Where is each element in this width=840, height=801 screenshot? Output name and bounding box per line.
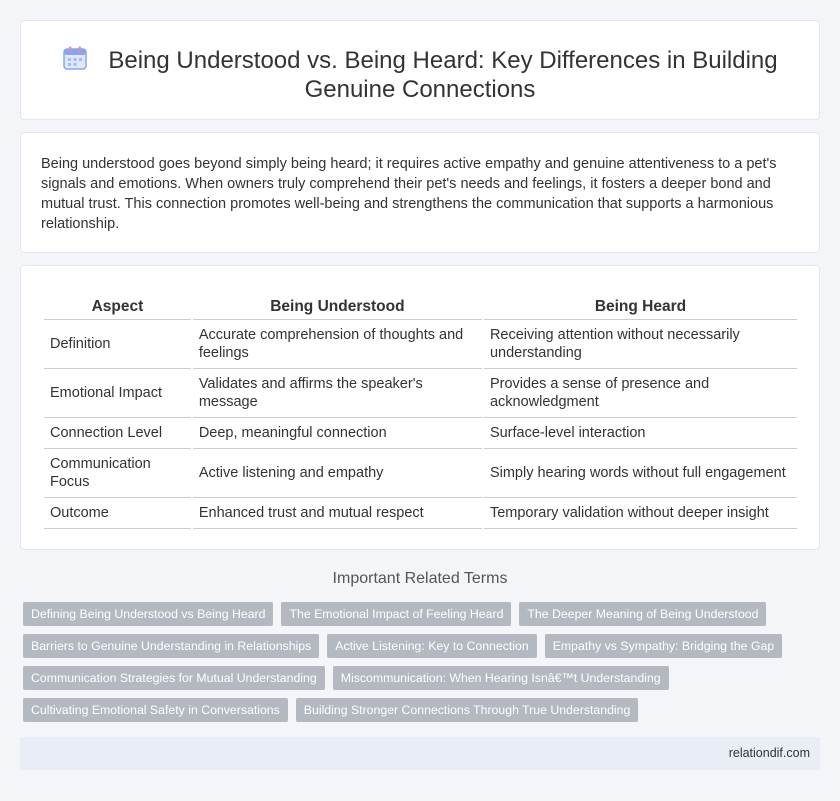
table-cell: Outcome [44, 498, 191, 529]
related-terms-title: Important Related Terms [332, 570, 508, 587]
site-name[interactable]: relationdif.com [728, 746, 810, 760]
table-row [44, 418, 797, 449]
related-term-tag[interactable]: The Emotional Impact of Feeling Heard [281, 602, 511, 626]
table-cell: Receiving attention without necessarily understanding [484, 320, 797, 369]
footer [20, 737, 820, 770]
table-header-row [44, 294, 797, 320]
table-cell: Provides a sense of presence and acknowledgment [484, 369, 797, 418]
related-term-tag[interactable]: Defining Being Understood vs Being Heard [23, 602, 273, 626]
column-header-aspect: Aspect [44, 294, 191, 320]
table-row [44, 449, 797, 498]
related-term-tag[interactable]: Building Stronger Connections Through True Understanding [296, 698, 639, 722]
table-cell: Deep, meaningful connection [193, 418, 482, 449]
table-cell: Validates and affirms the speaker's message [193, 369, 482, 418]
table-cell: Definition [44, 320, 191, 369]
calendar-icon [62, 45, 88, 71]
related-term-tag[interactable]: Miscommunication: When Hearing Isnâ€™t Understanding [333, 666, 669, 690]
related-terms-list [23, 602, 803, 730]
page-title-text: Being Understood vs. Being Heard: Key Differences in Building Genuine Connections [108, 47, 778, 103]
page-title [21, 45, 819, 104]
comparison-card [20, 265, 820, 550]
table-row [44, 369, 797, 418]
table-cell: Connection Level [44, 418, 191, 449]
intro-card [20, 132, 820, 253]
related-term-tag[interactable]: Barriers to Genuine Understanding in Relationships [23, 634, 319, 658]
table-row [44, 320, 797, 369]
related-term-tag[interactable]: Cultivating Emotional Safety in Conversations [23, 698, 288, 722]
table-cell: Simply hearing words without full engagement [484, 449, 797, 498]
related-term-tag[interactable]: Communication Strategies for Mutual Understanding [23, 666, 325, 690]
related-term-tag[interactable]: The Deeper Meaning of Being Understood [519, 602, 766, 626]
related-term-tag[interactable]: Active Listening: Key to Connection [327, 634, 536, 658]
table-cell: Emotional Impact [44, 369, 191, 418]
table-cell: Enhanced trust and mutual respect [193, 498, 482, 529]
table-cell: Accurate comprehension of thoughts and feelings [193, 320, 482, 369]
column-header-heard: Being Heard [484, 294, 797, 320]
table-cell: Active listening and empathy [193, 449, 482, 498]
table-cell: Communication Focus [44, 449, 191, 498]
table-row [44, 498, 797, 529]
comparison-table [42, 294, 799, 529]
table-cell: Temporary validation without deeper insight [484, 498, 797, 529]
related-term-tag[interactable]: Empathy vs Sympathy: Bridging the Gap [545, 634, 782, 658]
header-card [20, 20, 820, 120]
table-cell: Surface-level interaction [484, 418, 797, 449]
intro-paragraph: Being understood goes beyond simply being heard; it requires active empathy and genuine attentiveness to a pet's signals and emotions. When owners truly comprehend their pet's needs and feelings, it fosters a deeper bond and mutual trust. This connection promotes well-being and strengthens the communication that supports a harmonious relationship. [41, 156, 777, 232]
column-header-understood: Being Understood [193, 294, 482, 320]
